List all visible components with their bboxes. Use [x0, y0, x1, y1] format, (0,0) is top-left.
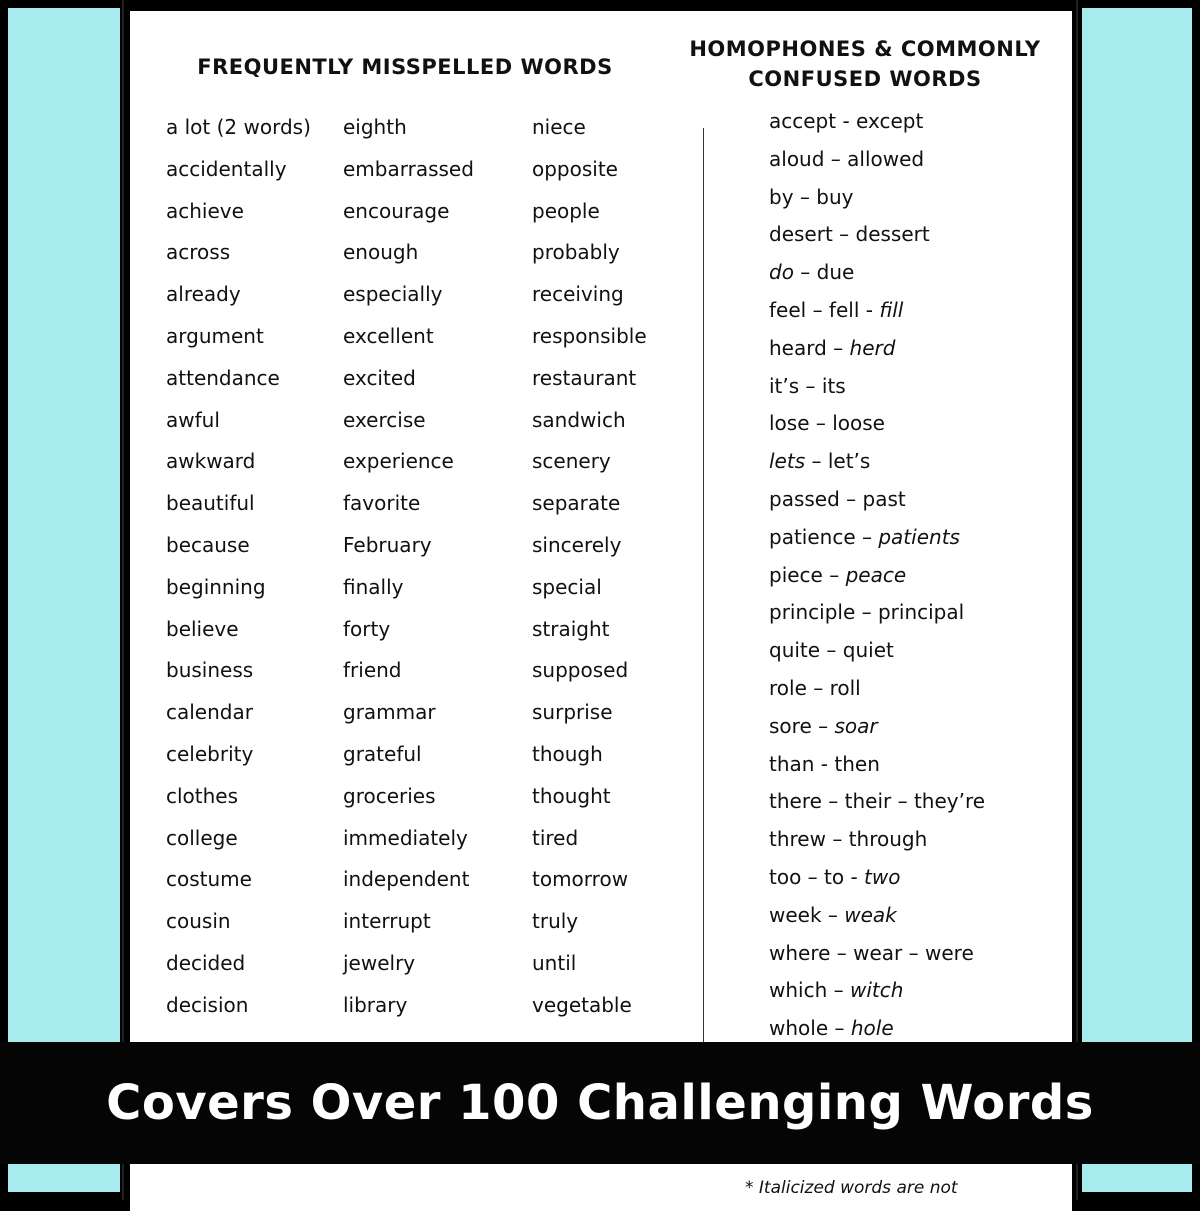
word-item: favorite — [343, 491, 421, 516]
word-item: thought — [532, 783, 611, 808]
word-item: niece — [532, 115, 586, 139]
word-item: excellent — [343, 323, 434, 348]
word-item: clothes — [166, 783, 239, 808]
word-item: truly — [532, 909, 579, 934]
italic-word: peace — [845, 562, 907, 587]
word-item: argument — [166, 323, 264, 348]
italic-word: soar — [834, 713, 878, 738]
word-item: decision — [166, 992, 249, 1017]
word-item: beginning — [166, 574, 266, 599]
misspelled-heading: FREQUENTLY MISSPELLED WORDS — [197, 55, 613, 79]
italic-word: lets — [769, 449, 806, 474]
word-text: there – their – they’re — [769, 789, 986, 814]
misspelled-column-3 — [532, 107, 647, 1027]
word-item: grateful — [343, 741, 422, 766]
word-item: accidentally — [166, 156, 287, 181]
italic-word: do — [769, 260, 794, 285]
word-item: immediately — [343, 825, 468, 850]
word-item: supposed — [532, 658, 629, 683]
word-item: attendance — [166, 365, 280, 390]
word-text: whole – — [769, 1016, 851, 1041]
word-item: interrupt — [343, 909, 431, 934]
word-item: business — [166, 658, 254, 683]
word-text: week – — [769, 902, 845, 927]
word-item: receiving — [532, 282, 624, 307]
word-item: surprise — [532, 700, 613, 725]
word-item: celebrity — [166, 741, 254, 766]
word-text: where – wear – were — [769, 940, 974, 965]
homophone-item — [769, 443, 985, 481]
word-text: – due — [793, 260, 855, 285]
homophone-item — [769, 972, 985, 1010]
homophone-item — [769, 783, 985, 821]
word-text: than - then — [769, 751, 880, 776]
homophone-item — [769, 557, 985, 595]
word-item: finally — [343, 574, 404, 599]
word-item: across — [166, 240, 231, 265]
word-item: especially — [343, 282, 443, 307]
homophone-item — [769, 254, 985, 292]
word-item: vegetable — [532, 992, 632, 1017]
word-item: eighth — [343, 115, 407, 139]
word-item: cousin — [166, 909, 231, 934]
word-item: groceries — [343, 783, 436, 808]
homophone-item — [769, 859, 985, 897]
homophone-item — [769, 897, 985, 935]
word-item: tomorrow — [532, 867, 629, 892]
italic-word: herd — [849, 335, 896, 360]
word-item: costume — [166, 867, 252, 892]
word-text: passed – past — [769, 486, 906, 511]
word-item: awkward — [166, 449, 256, 474]
word-item: sandwich — [532, 407, 626, 432]
homophone-item — [769, 821, 985, 859]
misspelled-column-2 — [343, 107, 474, 1027]
homophone-item — [769, 935, 985, 973]
word-text: lose – loose — [769, 411, 885, 436]
misspelled-column-1 — [166, 107, 311, 1027]
word-item: restaurant — [532, 365, 637, 390]
homophone-item — [769, 103, 985, 141]
word-item: because — [166, 532, 250, 557]
word-item: people — [532, 198, 600, 223]
word-text: patience – — [769, 524, 879, 549]
homophone-item — [769, 670, 985, 708]
homophone-item — [769, 405, 985, 443]
word-item: embarrassed — [343, 156, 474, 181]
word-item: college — [166, 825, 238, 850]
word-item: calendar — [166, 700, 253, 725]
word-item: separate — [532, 491, 621, 516]
word-text: principle – principal — [769, 600, 965, 625]
homophone-item — [769, 746, 985, 784]
word-item: excited — [343, 365, 416, 390]
word-text: which – — [769, 978, 850, 1003]
word-text: by – buy — [769, 184, 854, 209]
word-item: grammar — [343, 700, 436, 725]
word-item: sincerely — [532, 532, 622, 557]
word-item: a lot (2 words) — [166, 115, 311, 139]
homophone-item — [769, 368, 985, 406]
homophone-item — [769, 632, 985, 670]
word-item: opposite — [532, 156, 618, 181]
homophone-item — [769, 179, 985, 217]
homophone-item — [769, 292, 985, 330]
word-text: heard – — [769, 335, 850, 360]
word-item: exercise — [343, 407, 426, 432]
word-item: decided — [166, 950, 246, 975]
caption-banner — [0, 1042, 1200, 1164]
homophones-heading — [665, 34, 1065, 94]
word-item: though — [532, 741, 603, 766]
footnote: * Italicized words are not — [745, 1178, 958, 1198]
homophones-heading-line2: CONFUSED WORDS — [748, 67, 982, 91]
italic-word: two — [864, 864, 901, 889]
word-text: desert – dessert — [769, 222, 930, 247]
word-item: responsible — [532, 323, 647, 348]
word-text: threw – through — [769, 827, 928, 852]
word-item: achieve — [166, 198, 244, 223]
word-text: piece – — [769, 562, 846, 587]
word-item: believe — [166, 616, 239, 641]
word-item: independent — [343, 867, 470, 892]
word-item: probably — [532, 240, 620, 265]
word-text: quite – quiet — [769, 638, 894, 663]
word-item: straight — [532, 616, 610, 641]
word-text: it’s – its — [769, 373, 846, 398]
italic-word: fill — [879, 297, 904, 322]
italic-word: patients — [878, 524, 960, 549]
homophone-item — [769, 141, 985, 179]
word-text: role – roll — [769, 675, 861, 700]
word-text: accept - except — [769, 109, 924, 133]
word-item: February — [343, 532, 432, 557]
word-item: beautiful — [166, 491, 255, 516]
word-item: tired — [532, 825, 579, 850]
word-text: too – to - — [769, 864, 865, 889]
word-item: enough — [343, 240, 419, 265]
word-item: already — [166, 282, 241, 307]
homophone-item — [769, 594, 985, 632]
italic-word: weak — [844, 902, 897, 927]
word-item: until — [532, 950, 577, 975]
word-text: feel – fell - — [769, 297, 880, 322]
word-item: friend — [343, 658, 402, 683]
column-divider — [703, 128, 704, 1058]
word-item: special — [532, 574, 602, 599]
word-item: jewelry — [343, 950, 416, 975]
word-item: awful — [166, 407, 220, 432]
italic-word: hole — [850, 1016, 894, 1041]
word-text: aloud – allowed — [769, 146, 925, 171]
homophone-item — [769, 519, 985, 557]
word-item: scenery — [532, 449, 611, 474]
homophone-item — [769, 708, 985, 746]
italic-word: witch — [849, 978, 904, 1003]
word-item: encourage — [343, 198, 450, 223]
word-item: library — [343, 992, 408, 1017]
homophones-heading-line1: HOMOPHONES & COMMONLY — [689, 37, 1041, 61]
homophone-item — [769, 481, 985, 519]
homophone-item — [769, 216, 985, 254]
homophones-list — [769, 103, 985, 1048]
homophone-item — [769, 330, 985, 368]
banner-text: Covers Over 100 Challenging Words — [106, 1075, 1094, 1131]
word-text: sore – — [769, 713, 835, 738]
word-item: forty — [343, 616, 391, 641]
word-item: experience — [343, 449, 454, 474]
word-text: – let’s — [805, 449, 871, 474]
